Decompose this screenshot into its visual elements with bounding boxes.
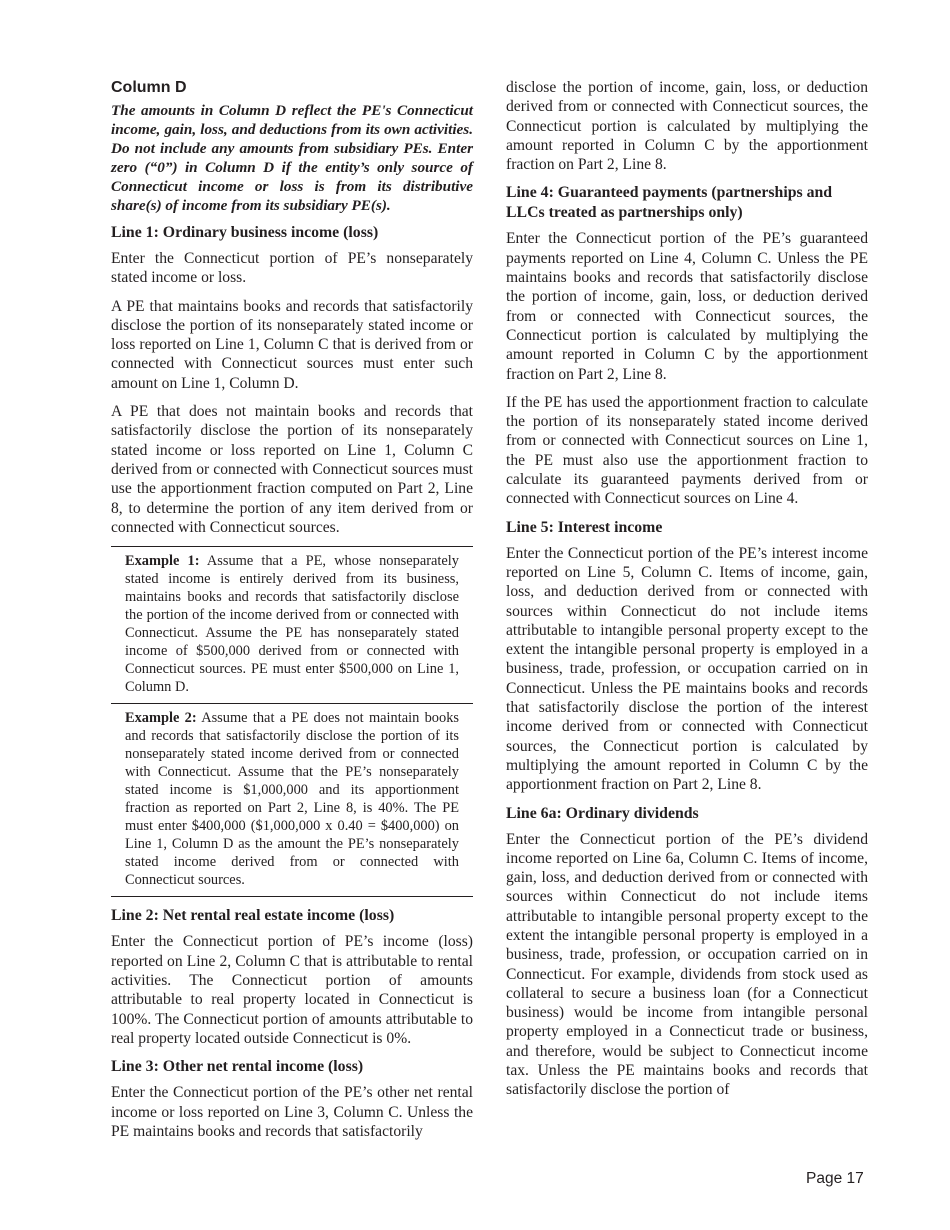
left-column: [111, 78, 473, 1150]
column-d-intro: The amounts in Column D reflect the PE's Connecticut income, gain, loss, and deductions from its own activities. Do not include any amounts from subsidiary PEs. Enter zero (“0”) in Column D if the entity’s only source of Connecticut income or loss is from its distributive share(s) of income from its subsidiary PE(s).: [111, 102, 473, 214]
line3-paragraph-1: Enter the Connecticut portion of the PE’s other net rental income or loss reported on Line 3, Column C. Unless the PE maintains books and records that satisfactorily: [111, 1084, 473, 1140]
example-1: [111, 546, 473, 703]
line6a-heading: Line 6a: Ordinary dividends: [506, 804, 699, 822]
column-d-title: Column D: [111, 79, 187, 96]
line4-heading: Line 4: Guaranteed payments (partnerships and LLCs treated as partnerships only): [506, 184, 833, 222]
example-2-label: Example 2:: [125, 710, 197, 727]
line1-heading: Line 1: Ordinary business income (loss): [111, 224, 379, 241]
example-1-text: Assume that a PE, whose nonseparately stated income is entirely derived from its business, maintains books and records that satisfactorily disclose the portion of the income derived from or connected with Connecticut. Assume the PE has nonseparately stated income of $500,000 derived from or connected with Connecticut sources. PE must enter $500,000 on Line 1, Column D.: [125, 553, 459, 695]
line1-paragraph-1: Enter the Connecticut portion of PE’s nonseparately stated income or loss.: [111, 250, 473, 287]
right-column: [506, 78, 868, 1109]
line3-heading: Line 3: Other net rental income (loss): [111, 1058, 364, 1076]
page-number: Page 17: [806, 1170, 864, 1187]
line4-paragraph-2: If the PE has used the apportionment fraction to calculate the portion of its nonseparately stated income derived from or connected with Connecticut sources on Line 1, the PE must also use the apportionment fraction to calculate its guaranteed payments derived from or connected with Connecticut sources on Line 4.: [506, 393, 868, 508]
line1-paragraph-3: A PE that does not maintain books and records that satisfactorily disclose the portion of its nonseparately stated income or loss reported on Line 1, Column C derived from or connected with Connecticut sources must use the apportionment fraction computed on Part 2, Line 8, to determine the portion of any item derived from or connected with Connecticut sources.: [111, 403, 473, 536]
example-2: [111, 703, 473, 897]
example-2-text: Assume that a PE does not maintain books and records that satisfactorily disclose the portion of its nonseparately stated income derived from or connected with Connecticut. Assume that the PE’s nonseparately stated income is $1,000,000 and its apportionment fraction as reported on Part 2, Line 8, is 40%. The PE must enter $400,000 ($1,000,000 x 0.40 = $400,000) on Line 1, Column D as the amount the PE’s nonseparately stated income derived from or connected with Connecticut sources.: [125, 710, 459, 888]
line1-paragraph-2: A PE that maintains books and records that satisfactorily disclose the portion of its nonseparately stated income or loss reported on Line 1, Column C that is derived from or connected with Connecticut sources must enter such amount on Line 1, Column D.: [111, 297, 473, 392]
line2-heading: Line 2: Net rental real estate income (loss): [111, 907, 395, 925]
example-1-label: Example 1:: [125, 553, 200, 570]
line5-paragraph-1: Enter the Connecticut portion of the PE’s interest income reported on Line 5, Column C. Items of income, gain, loss, and deduction derived from or connected with sources within Connecticut do not include items attributable to intangible personal property except to the extent the intangible personal property is employed in a business, trade, profession, or occupation carried on in Connecticut. Unless the PE maintains books and records that satisfactorily disclose the portion of the interest income derived from or connected with Connecticut sources, the Connecticut portion is calculated by multiplying the amount reported in Column C by the apportionment fraction on Part 2, Line 8.: [506, 544, 868, 794]
line6a-paragraph-1: Enter the Connecticut portion of the PE’s dividend income reported on Line 6a, Column C. Items of income, gain, loss, and deduction derived from or connected with sources within Connecticut do not include items attributable to intangible personal property except to the extent the intangible personal property is employed in a business, trade, profession, or occupation carried on in Connecticut. For example, dividends from stock used as collateral to secure a business loan (for a Connecticut business) would be income from intangible personal property employed in a Connecticut trade or business, and therefore, would be subject to Connecticut income tax. Unless the PE maintains books and records that satisfactorily disclose the portion of: [506, 830, 868, 1099]
line3-continuation: disclose the portion of income, gain, loss, or deduction derived from or connected with Connecticut sources, the Connecticut portion is calculated by multiplying the amount reported in Column C by the apportionment fraction on Part 2, Line 8.: [506, 79, 868, 174]
line2-paragraph-1: Enter the Connecticut portion of PE’s income (loss) reported on Line 2, Column C that is attributable to rental activities. The Connecticut portion of amounts attributable to real property located in Connecticut is 100%. The Connecticut portion of amounts attributable to real property located outside Connecticut is 0%.: [111, 933, 473, 1047]
line4-paragraph-1: Enter the Connecticut portion of the PE’s guaranteed payments reported on Line 4, Column C. Unless the PE maintains books and records that satisfactorily disclose the portion of income, gain, loss, or deduction derived from or connected with Connecticut sources, the Connecticut portion is calculated by multiplying the amount reported in Column C by the apportionment fraction on Part 2, Line 8.: [506, 230, 868, 383]
line5-heading: Line 5: Interest income: [506, 518, 663, 536]
